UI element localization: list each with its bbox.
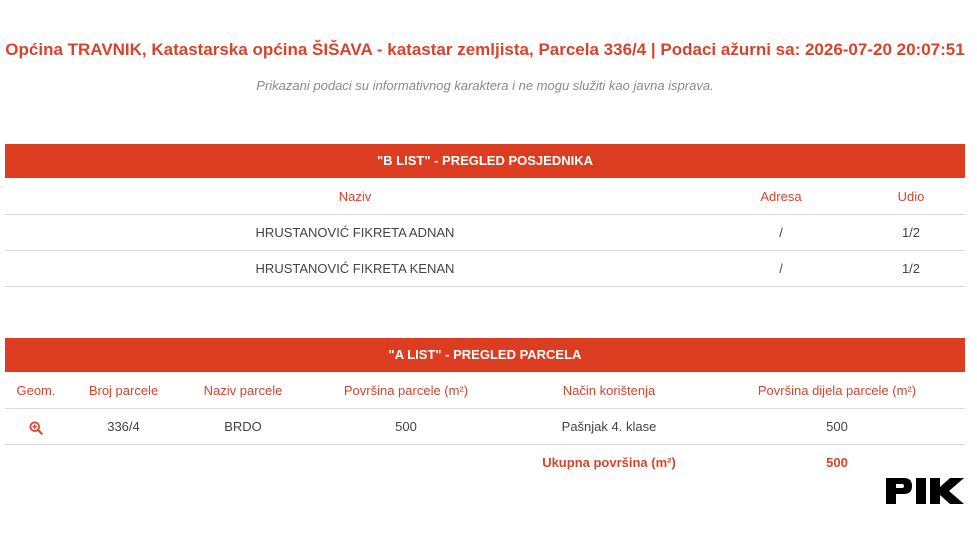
column-header-name: Naziv	[338, 189, 372, 204]
owner-address: /	[779, 261, 783, 276]
owner-share: 1/2	[901, 225, 921, 240]
total-row	[5, 445, 965, 481]
column-header-share: Udio	[897, 189, 925, 204]
b-list-banner: "B LIST" - PREGLED POSJEDNIKA	[5, 144, 965, 178]
parcel-area: 500	[395, 419, 417, 434]
total-area-value: 500	[826, 455, 848, 470]
owner-name: HRUSTANOVIĆ FIKRETA ADNAN	[255, 225, 455, 240]
column-header-part-area: Površina dijela parcele (m²)	[757, 383, 917, 398]
total-area-label: Ukupna površina (m²)	[542, 455, 676, 470]
geom-cell	[5, 409, 67, 444]
table-row	[5, 409, 965, 445]
column-header-geom: Geom.	[16, 383, 56, 398]
parcel-name: BRDO	[224, 419, 262, 434]
a-list-banner: "A LIST" - PREGLED PARCELA	[5, 338, 965, 372]
owner-address: /	[779, 225, 783, 240]
pik-logo	[884, 476, 966, 506]
owner-share: 1/2	[901, 261, 921, 276]
column-header-parcel-area: Površina parcele (m²)	[343, 383, 469, 398]
parcel-number: 336/4	[107, 419, 140, 434]
usage: Pašnjak 4. klase	[561, 419, 657, 434]
table-row	[5, 215, 965, 251]
page-title: Općina TRAVNIK, Katastarska općina ŠIŠAVA - katastar zemljista, Parcela 336/4 | Podaci ažurni sa: 2026-07-20 20:07:51	[5, 40, 965, 59]
column-header-address: Adresa	[760, 189, 802, 204]
column-header-usage: Način korištenja	[562, 383, 656, 398]
column-header-parcel-number: Broj parcele	[88, 383, 159, 398]
b-list-header-row	[5, 179, 965, 215]
zoom-in-icon[interactable]	[29, 421, 43, 435]
disclaimer-text: Prikazani podaci su informativnog karaktera i ne mogu služiti kao javna isprava.	[256, 78, 714, 93]
table-row	[5, 251, 965, 287]
column-header-parcel-name: Naziv parcele	[203, 383, 283, 398]
part-area: 500	[826, 419, 848, 434]
a-list-header-row	[5, 373, 965, 409]
owner-name: HRUSTANOVIĆ FIKRETA KENAN	[255, 261, 455, 276]
